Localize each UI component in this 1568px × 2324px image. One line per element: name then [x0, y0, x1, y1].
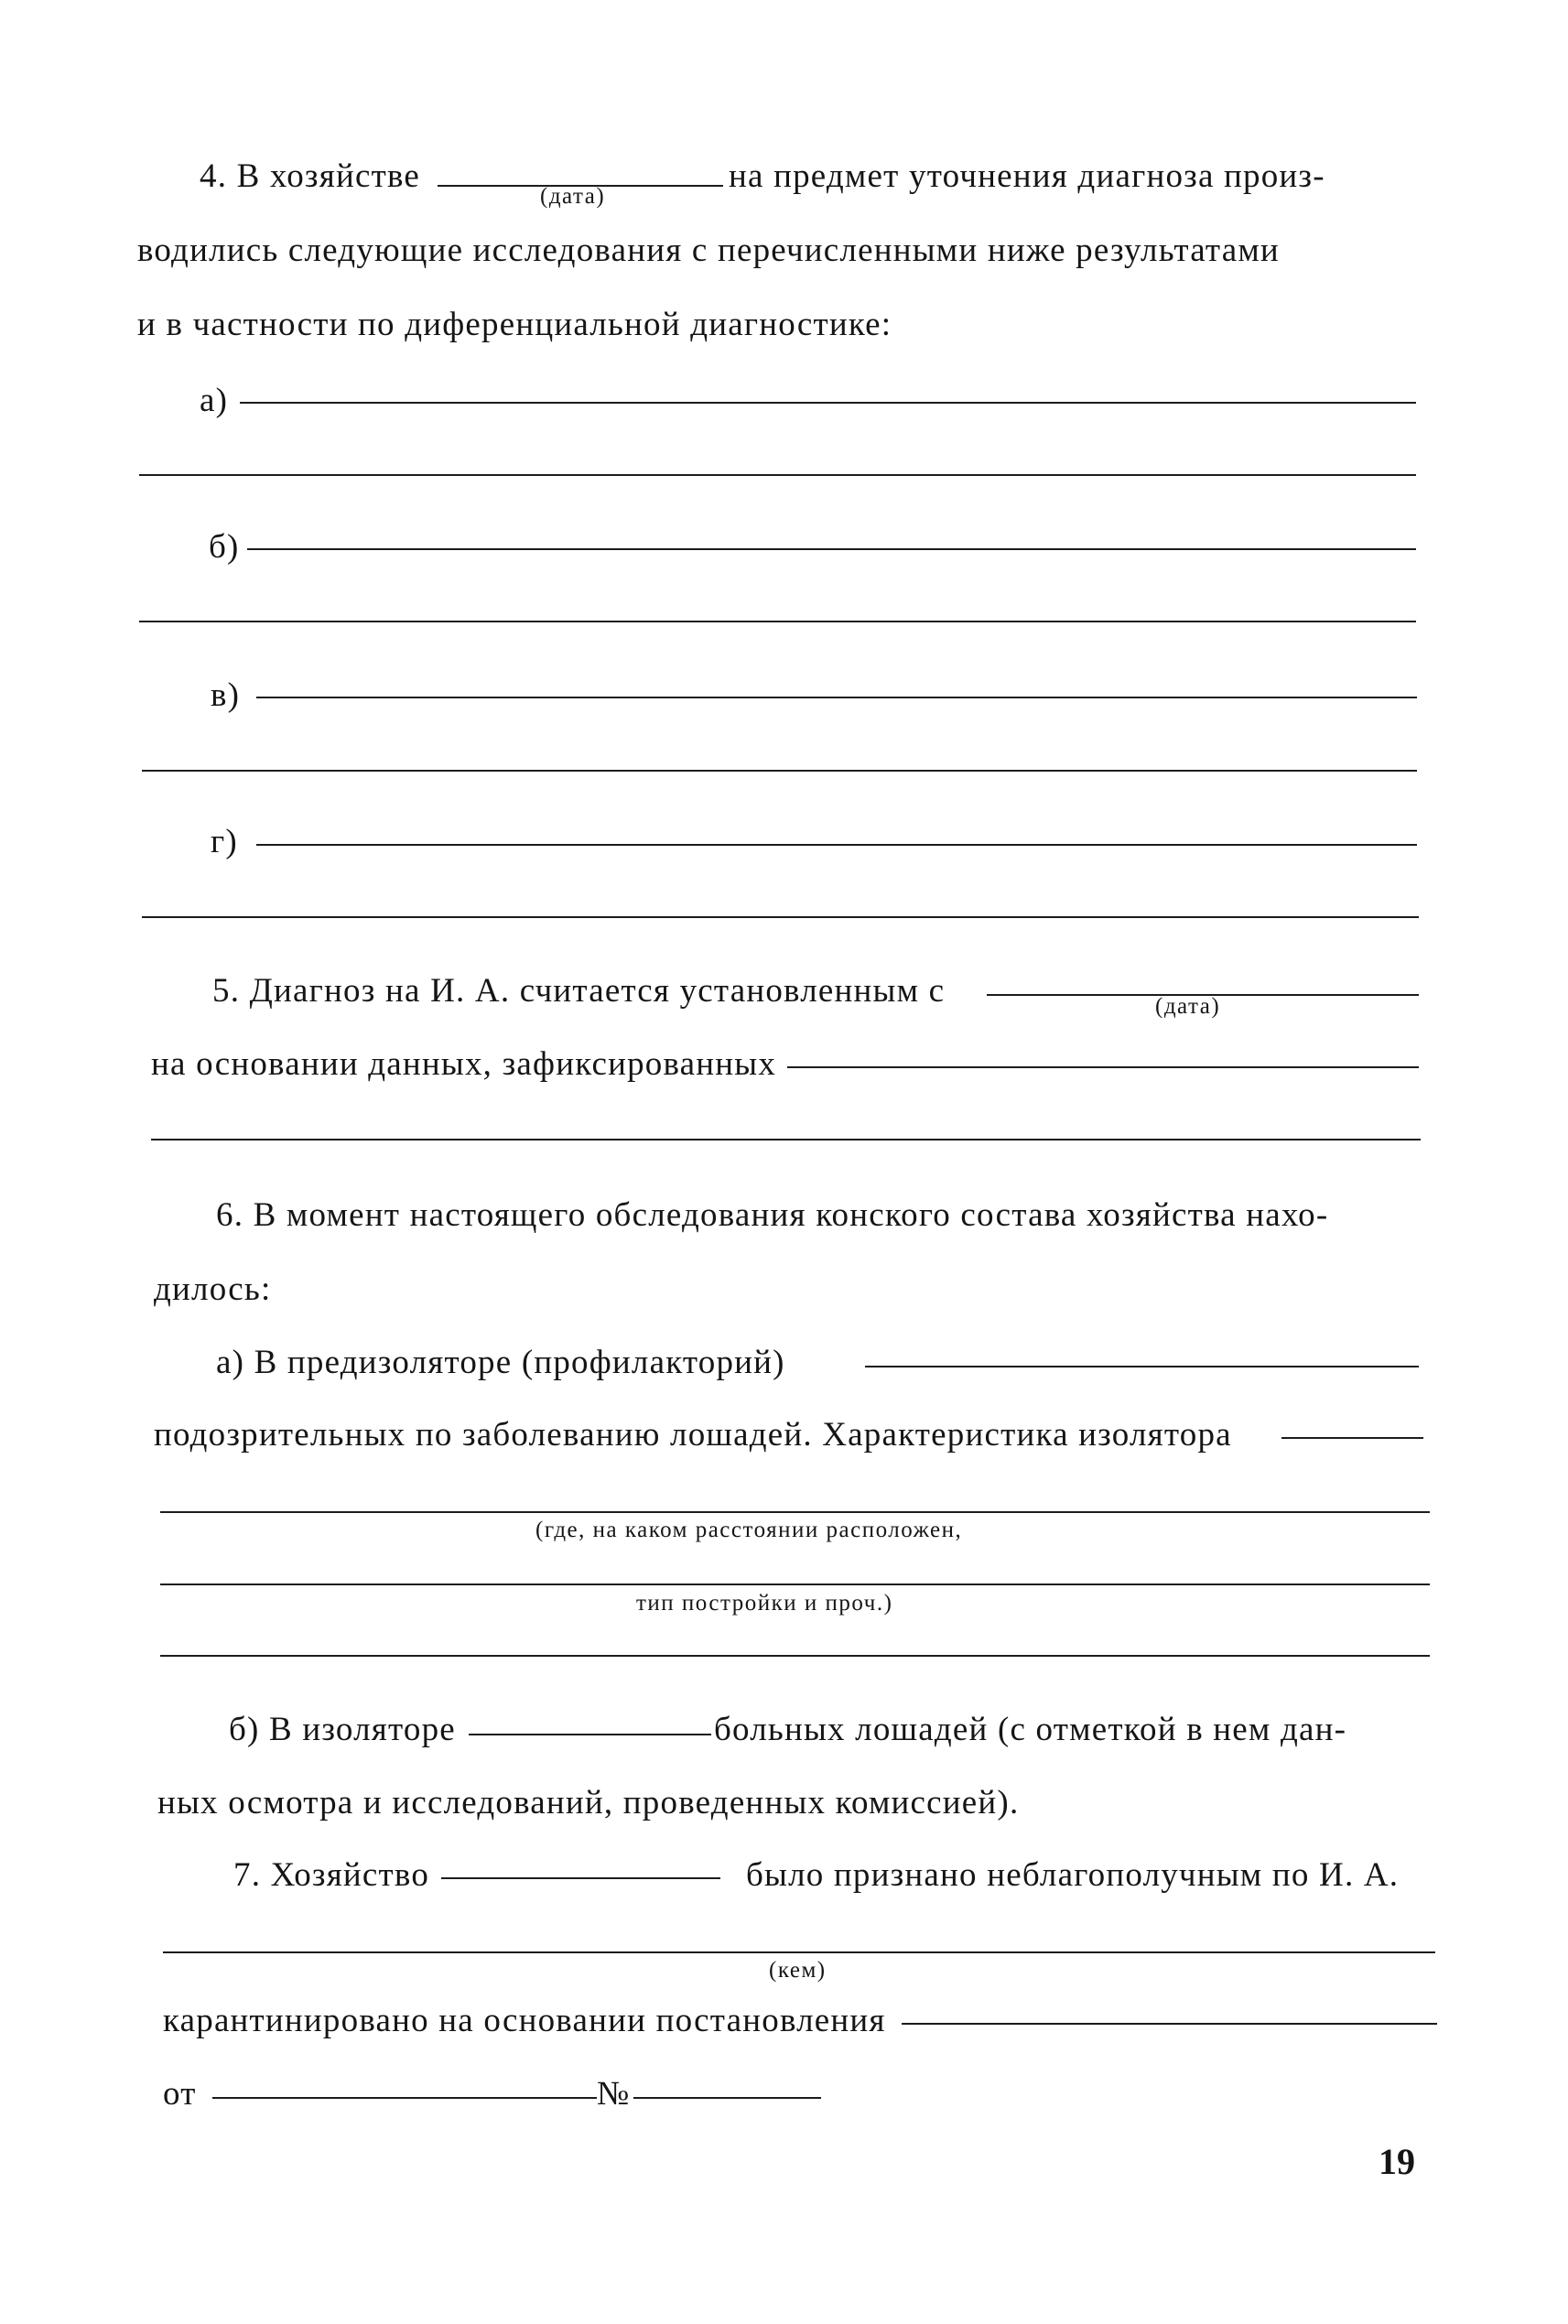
item4-subitem-c-blank — [256, 697, 1417, 698]
item6-isolator-blank — [1281, 1437, 1423, 1439]
item5-source-blank-2 — [151, 1139, 1421, 1140]
item7-kem-caption: (кем) — [769, 1958, 827, 1983]
item4-subitem-b-blank — [247, 548, 1416, 550]
item6-b-line2: ных осмотра и исследований, проведенных комиссией). — [157, 1784, 1020, 1821]
item4-subitem-a-blank-2 — [139, 474, 1416, 476]
item6-a-line2: подозрительных по заболеванию лошадей. Характеристика изолятора — [154, 1416, 1232, 1454]
item6-isolator-blank-4 — [160, 1655, 1430, 1657]
item4-subitem-d-label: г) — [211, 823, 238, 860]
item4-subitem-b-label: б) — [209, 528, 240, 566]
item7-decree-blank — [902, 2023, 1437, 2025]
item6-isolator-blank-2 — [160, 1511, 1430, 1513]
item7-date-blank — [212, 2097, 597, 2099]
item4-subitem-d-blank — [256, 844, 1417, 846]
item5-line2: на основании данных, зафиксированных — [151, 1045, 777, 1083]
item4-date-caption: (дата) — [540, 184, 606, 209]
item7-farm-blank — [441, 1877, 720, 1879]
item6-line1: 6. В момент настоящего обследования конского состава хозяйства нахо- — [216, 1196, 1329, 1234]
item6-b-count-blank — [469, 1734, 711, 1735]
item4-subitem-a-label: а) — [200, 382, 229, 419]
item4-text: на предмет уточнения диагноза произ- — [729, 157, 1325, 195]
item7-from-label: от — [163, 2075, 197, 2113]
item6-b-text: больных лошадей (с отметкой в нем дан- — [714, 1711, 1347, 1748]
item6-caption-location: (где, на каком расстоянии расположен, — [535, 1518, 963, 1542]
item6-a-count-blank — [865, 1366, 1419, 1367]
item5-source-blank — [787, 1066, 1419, 1068]
item4-line2: водились следующие исследования с перечисленными ниже результатами — [137, 232, 1280, 269]
item7-label: 7. Хозяйство — [233, 1856, 430, 1894]
item5-line1: 5. Диагноз на И. А. считается установленным с — [212, 972, 946, 1010]
item4-subitem-b-blank-2 — [139, 621, 1416, 622]
item7-text: было признано неблагополучным по И. А. — [746, 1856, 1400, 1894]
item4-label: 4. В хозяйстве — [200, 157, 421, 195]
item6-a-line: а) В предизоляторе (профилакторий) — [216, 1344, 785, 1381]
item7-line2: карантинировано на основании постановления — [163, 2002, 886, 2039]
item6-b-label: б) В изоляторе — [229, 1711, 456, 1748]
item6-caption-type: тип постройки и проч.) — [636, 1591, 893, 1616]
item6-isolator-blank-3 — [160, 1584, 1430, 1585]
item4-subitem-d-blank-2 — [142, 916, 1419, 918]
item4-subitem-a-blank — [240, 402, 1416, 404]
item7-kem-blank — [163, 1951, 1435, 1953]
item5-date-caption: (дата) — [1155, 994, 1221, 1019]
page-number: 19 — [1379, 2141, 1415, 2182]
item4-line3: и в частности по диференциальной диагностике: — [137, 306, 892, 343]
item7-number-sign: № — [597, 2075, 631, 2113]
item4-subitem-c-label: в) — [211, 676, 241, 714]
item7-number-blank — [633, 2097, 821, 2099]
item4-subitem-c-blank-2 — [142, 770, 1417, 772]
item6-line2: дилось: — [154, 1270, 272, 1308]
